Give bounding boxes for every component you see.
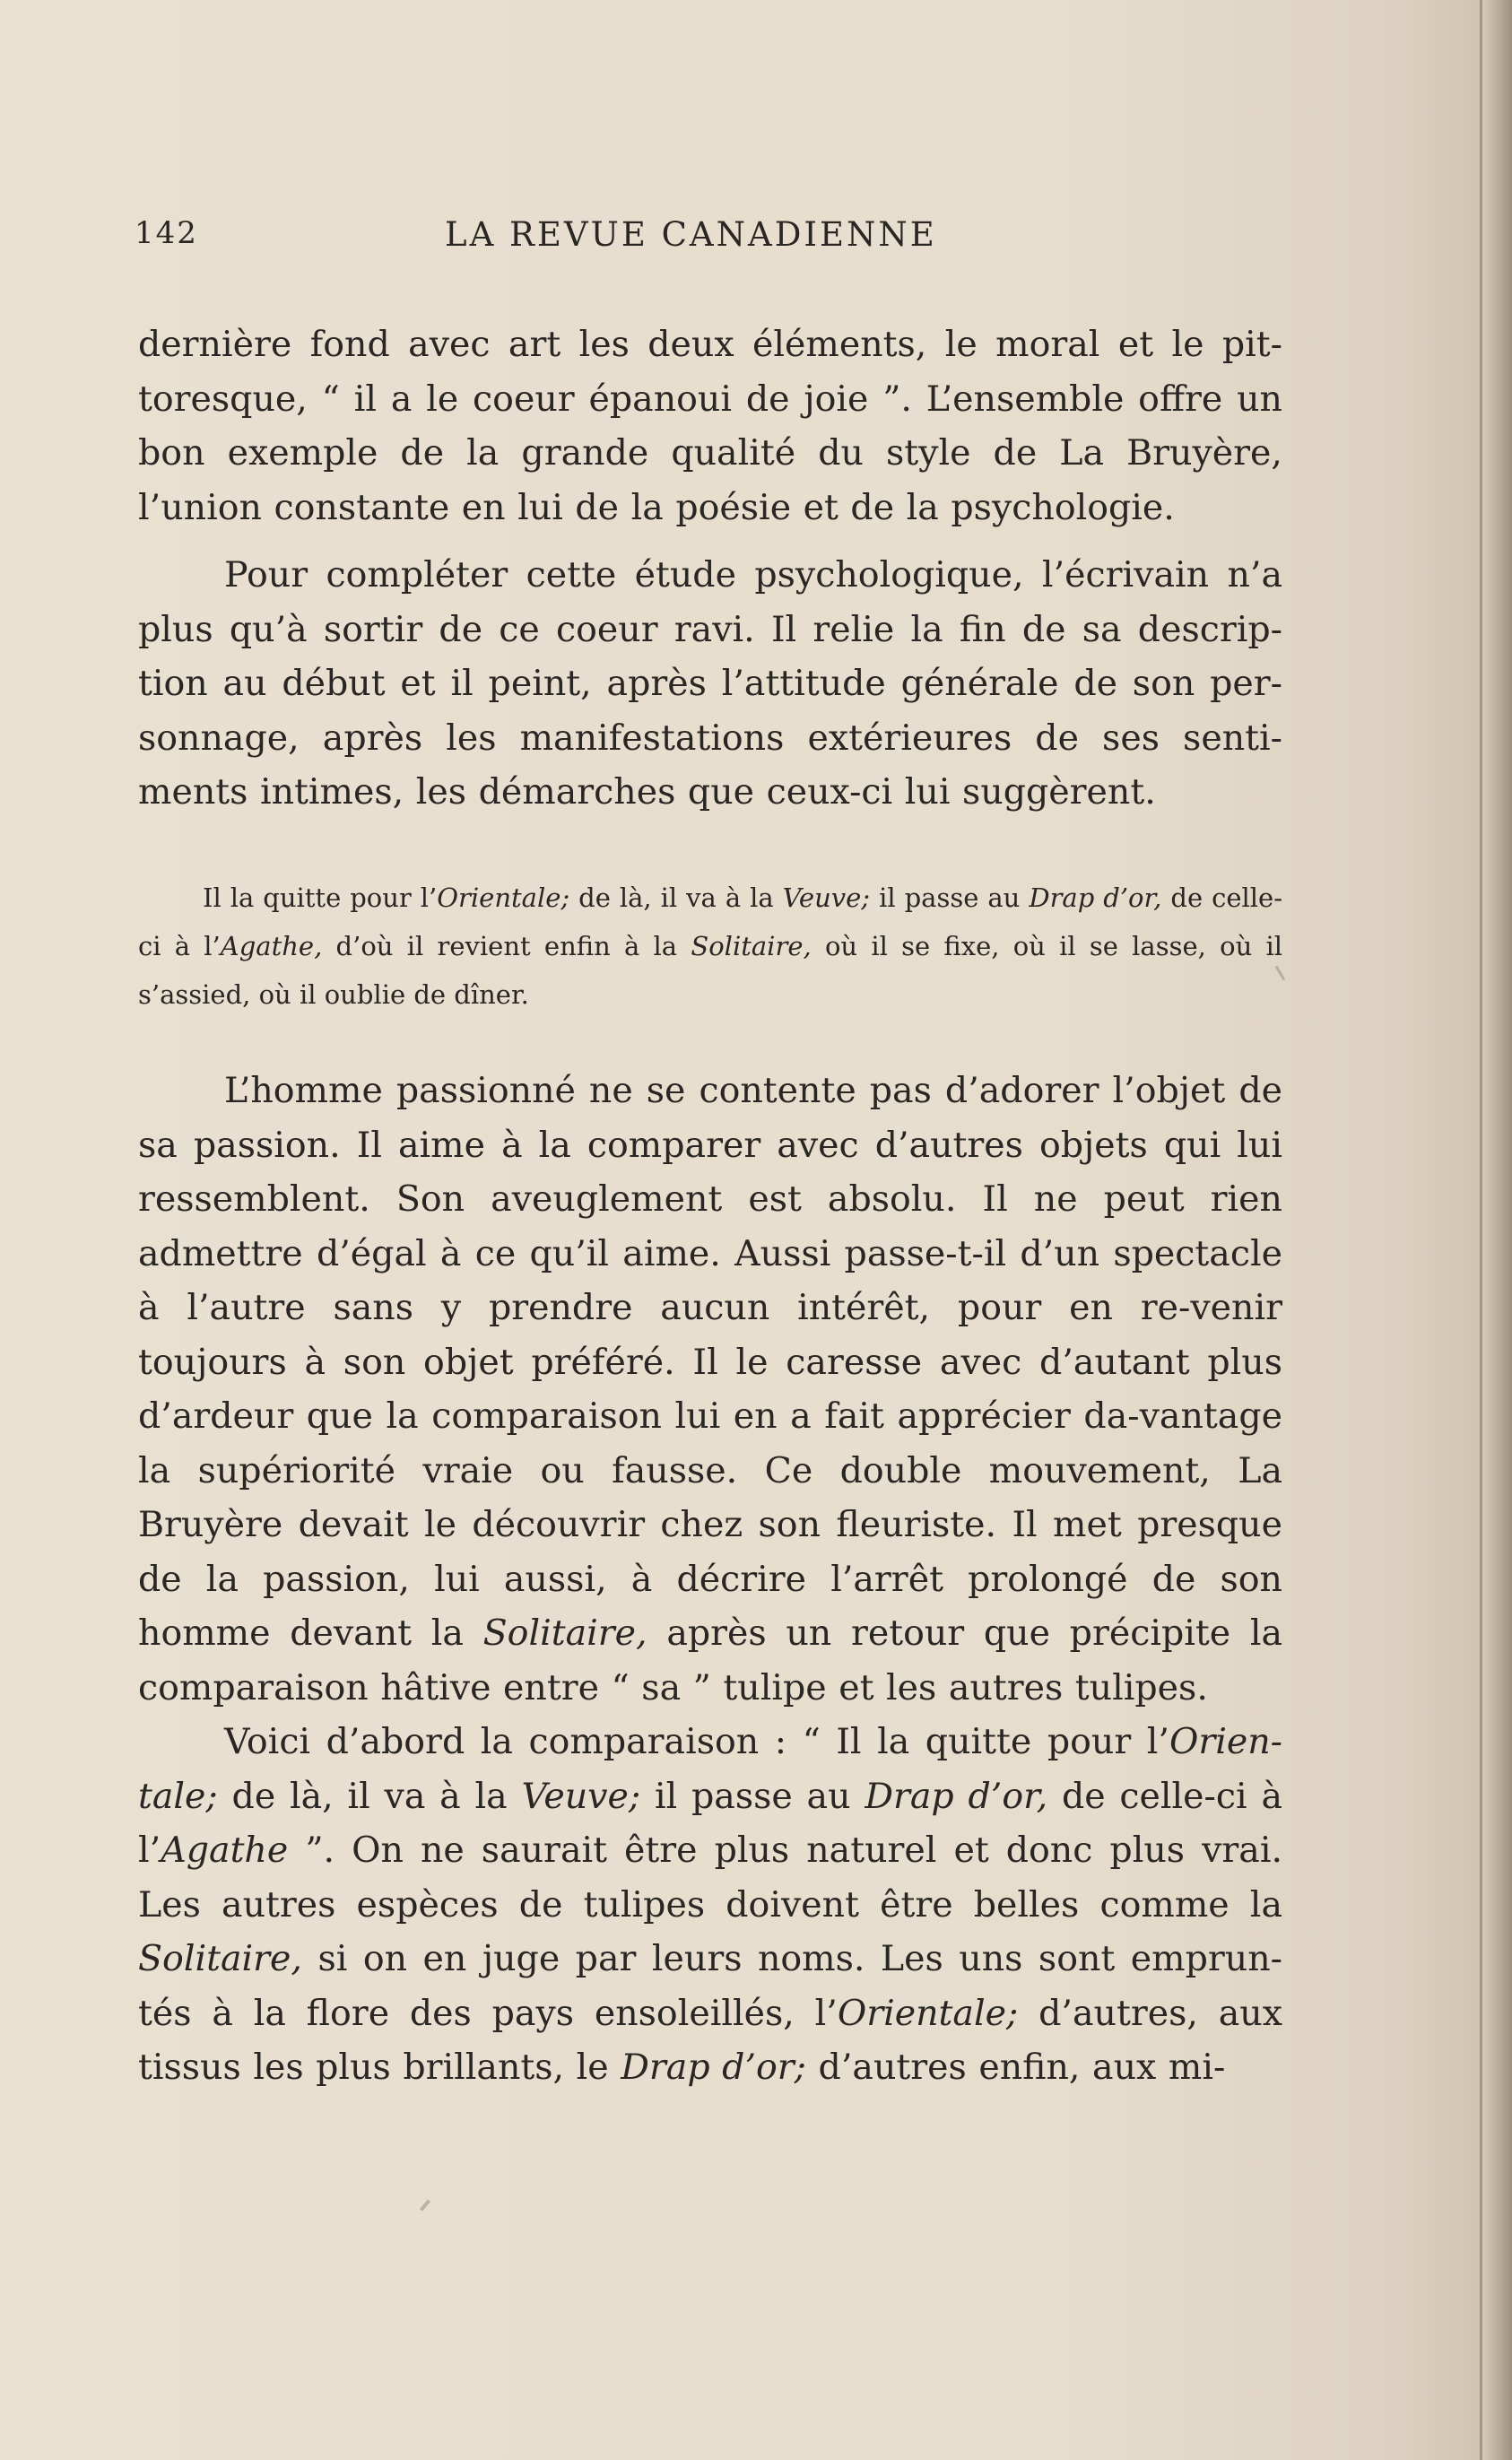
paragraph-1: dernière fond avec art les deux éléments, le moral et le pit-toresque, “ il a le coeur épanoui de joie ”. L’ensemble offre un bon exemple de la grande qualité du style de La Bruyère, l’union constante en lui de la poésie et de la psychologie. [138, 324, 1282, 528]
p4-part: d’autres, aux tissus les plus brillants, le [138, 1992, 1282, 2088]
quote-part: il passe au [879, 882, 1021, 913]
p4-drap-dor: Drap d’or, [865, 1775, 1048, 1817]
quotation-text [138, 874, 1282, 1019]
quote-orientale: Orientale; [437, 882, 570, 913]
quote-drap-dor: Drap d’or, [1029, 882, 1162, 913]
quote-solitaire: Solitaire, [691, 931, 812, 961]
p4-part: d’autres enfin, aux mi- [818, 2047, 1226, 2088]
page-edge-line [1480, 0, 1482, 2460]
quote-part: Il la quitte pour l’ [203, 882, 438, 913]
p4-solitaire: Solitaire, [138, 1938, 302, 1979]
page-gutter-shadow [1482, 0, 1512, 2460]
p4-part: Voici d’abord la comparaison : “ Il la quitte pour l’ [224, 1721, 1169, 1762]
paragraph-3 [138, 1064, 1282, 1715]
p4-part: de celle-ci à l’ [138, 1775, 1282, 1871]
p4-veuve: Veuve; [521, 1775, 641, 1817]
p4-drap-dor-2: Drap d’or; [621, 2047, 806, 2088]
quote-agathe: Agathe, [220, 931, 323, 961]
quote-veuve: Veuve; [782, 882, 871, 913]
quote-part: d’où il revient enfin à la [335, 931, 678, 961]
p4-part: il passe au [654, 1775, 851, 1817]
paragraph-4 [138, 1715, 1282, 2095]
paragraph-3-text: L’homme passionné ne se contente pas d’adorer l’objet de sa passion. Il aime à la comparer avec d’autres objets qui lui ressemblent. Son aveuglement est absolu. Il ne peut rien admettre d’égal à ce qu’il aime. Aussi passe-t-il d’un spectacle à l’autre sans y prendre aucun intérêt, pour en re-venir toujours à son objet préféré. Il le caresse avec d’autant plus d’ardeur que la comparaison lui en a fait apprécier da-vantage la supériorité vraie ou fausse. Ce double mouvement, La Bruyère devait le découvrir chez son fleuriste. Il met presque de la passion, lui aussi, à décrire l’arrêt prolongé de son homme devant la [138, 1070, 1282, 1654]
p4-orientale: Orien-tale; [138, 1721, 1282, 1817]
quote-part: de celle-ci à l’ [138, 882, 1283, 961]
paragraph-3-solitaire: Solitaire, [482, 1612, 647, 1654]
p4-part: si on en juge par leurs noms. Les uns sont emprun-tés à la flore des pays ensoleillés, l’ [138, 1938, 1282, 2034]
paragraph-3-end: après un retour que précipite la comparaison hâtive entre “ sa ” tulipe et les autres tulipes. [138, 1612, 1282, 1708]
quotation-block [138, 874, 1282, 1019]
paper-speck [420, 2199, 430, 2211]
p4-agathe: Agathe [161, 1830, 289, 1871]
page-header [135, 215, 1300, 269]
p4-part: ”. On ne saurait être plus naturel et donc plus vrai. Les autres espèces de tulipes doivent être belles comme la [138, 1830, 1283, 1925]
page-number: 142 [135, 215, 198, 251]
running-head: LA REVUE CANADIENNE [445, 215, 937, 254]
p4-part: de là, il va à la [231, 1775, 508, 1817]
quote-part: où il se fixe, où il se lasse, où il s’assied, où il oublie de dîner. [138, 931, 1283, 1010]
paragraph-2: Pour compléter cette étude psychologique, l’écrivain n’a plus qu’à sortir de ce coeur ravi. Il relie la fin de sa descrip-tion au début et il peint, après l’attitude générale de son per-sonnage, après les manifestations extérieures de ses senti-ments intimes, les démarches que ceux-ci lui suggèrent. [138, 554, 1282, 813]
p4-orientale-2: Orientale; [837, 1992, 1019, 2034]
quote-part: de là, il va à la [578, 882, 774, 913]
